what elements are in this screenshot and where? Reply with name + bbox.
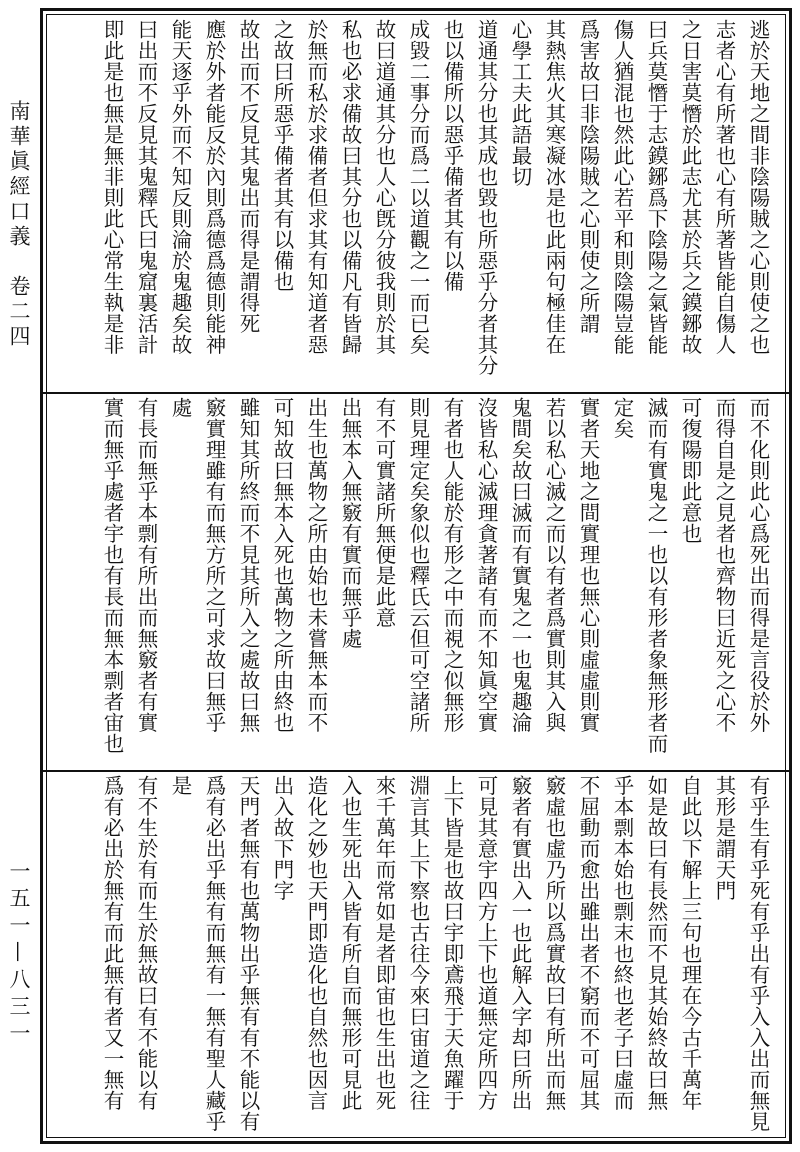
- text-column: 逃於天地之間非陰陽賊之心則使之也: [746, 19, 770, 355]
- text-column: 滅而有實鬼之一也以有形者象無形者而: [644, 397, 668, 754]
- text-column: 出生也萬物之所由始也未嘗無本而不: [304, 397, 328, 733]
- text-column: 曰出而不反見其鬼釋氏曰鬼窟裏活計: [134, 19, 158, 355]
- register-bottom: [49, 775, 783, 1135]
- register-divider: [43, 770, 789, 772]
- text-columns: [49, 775, 783, 1135]
- text-column: 實者天地之間實理也無心則虛虛則實: [576, 397, 600, 733]
- text-column: 出無本入無竅有實而無乎處: [338, 397, 362, 649]
- text-column: 沒皆私心滅理貪著諸有而不知眞空實: [474, 397, 498, 733]
- text-column: 處: [168, 397, 192, 418]
- text-column: 竅實理雖有而無方所之可求故曰無乎: [202, 397, 226, 733]
- text-column: 竅者有實出入一也此解入字却曰所出: [508, 775, 532, 1111]
- text-column: 心學工夫此語最切: [508, 19, 532, 187]
- text-column: 可見其意宇四方上下也道無定所四方: [474, 775, 498, 1111]
- text-column: 上下皆是也故曰宇即鳶飛于天魚躍于: [440, 775, 464, 1111]
- text-column: 其熱焦火其寒凝冰是也此兩句極佳在: [542, 19, 566, 355]
- text-column: 傷人猶混也然此心若平和則陰陽豈能: [610, 19, 634, 355]
- register-middle: [49, 397, 783, 769]
- register-divider: [43, 392, 789, 394]
- text-column: 鬼間矣故曰滅而有實鬼之一也鬼趣淪: [508, 397, 532, 733]
- text-column: 之故曰所惡乎備者其有以備也: [270, 19, 294, 292]
- text-column: 而得自是之見者也齊物曰近死之心不: [712, 397, 736, 733]
- text-column: 有乎生有乎死有乎出有乎入入出而無見: [746, 775, 770, 1132]
- book-title-margin: 南華眞經口義 卷二四: [7, 100, 31, 350]
- text-column: 即此是也無是無非則此心常生執是非: [100, 19, 124, 355]
- text-column: 道通其分也其成也毀也所惡乎分者其分: [474, 19, 498, 376]
- text-column: 爲害故曰非陰陽賊之心則使之所謂: [576, 19, 600, 334]
- text-column: 私也必求備故曰其分也以備凡有皆歸: [338, 19, 362, 355]
- text-column: 竅虛也虛乃所以爲實故曰有所出而無: [542, 775, 566, 1111]
- text-column: 故曰道通其分也人心旣分彼我則於其: [372, 19, 396, 355]
- text-column: 於無而私於求備者但求其有知道者惡: [304, 19, 328, 355]
- text-column: 入也生死出入皆有所自而無形可見此: [338, 775, 362, 1111]
- page-number-margin: 一五一—八三一: [7, 860, 31, 1049]
- text-column: 有者也人能於有形之中而視之似無形: [440, 397, 464, 733]
- text-column: 淵言其上下察也古往今來曰宙道之往: [406, 775, 430, 1111]
- text-column: 而不化則此心爲死出而得是言役於外: [746, 397, 770, 733]
- text-column: 能天逐乎外而不知反則淪於鬼趣矣故: [168, 19, 192, 355]
- text-column: 有不可實諸所無便是此意: [372, 397, 396, 628]
- text-column: 成毀二事分而爲二以道觀之一而已矣: [406, 19, 430, 355]
- text-column: 自此以下解上三句也理在今古千萬年: [678, 775, 702, 1111]
- text-column: 若以私心滅之而以有者爲實則其入與: [542, 397, 566, 733]
- text-column: 有長而無乎本剽有所出而無竅者有實: [134, 397, 158, 733]
- text-column: 爲有必出於無有而此無有者又一無有: [100, 775, 124, 1111]
- text-column: 出入故下門字: [270, 775, 294, 901]
- text-column: 天門者無有也萬物出乎無有有不能以有: [236, 775, 260, 1132]
- text-column: 乎本剽本始也剽末也終也老子曰虛而: [610, 775, 634, 1111]
- text-column: 之日害莫憯於此志尤甚於兵之鏌鋣故: [678, 19, 702, 355]
- text-column: 來千萬年而常如是者即宙也生出也死: [372, 775, 396, 1111]
- text-column: 曰兵莫憯于志鏌鋣爲下陰陽之氣皆能: [644, 19, 668, 355]
- text-column: 可復陽即此意也: [678, 397, 702, 544]
- text-column: 不屈動而愈出雖出者不窮而不可屈其: [576, 775, 600, 1111]
- text-column: 可知故曰無本入死也萬物之所由終也: [270, 397, 294, 733]
- text-column: 其形是謂天門: [712, 775, 736, 901]
- text-column: 如是故曰有長然而不見其始終故曰無: [644, 775, 668, 1111]
- text-column: 也以備所以惡乎備者其有以備: [440, 19, 464, 292]
- text-column: 志者心有所著也心有所著皆能自傷人: [712, 19, 736, 355]
- text-columns: [49, 397, 783, 769]
- text-column: 有不生於有而生於無故曰有不能以有: [134, 775, 158, 1111]
- register-top: [49, 19, 783, 391]
- text-column: 則見理定矣象似也釋氏云但可空諸所: [406, 397, 430, 733]
- text-column: 實而無乎處者宇也有長而無本剽者宙也: [100, 397, 124, 754]
- page-frame: [40, 8, 792, 1144]
- text-column: 故出而不反見其鬼出而得是謂得死: [236, 19, 260, 334]
- text-column: 造化之妙也天門即造化也自然也因言: [304, 775, 328, 1111]
- text-column: 應於外者能反於內則爲德爲德則能神: [202, 19, 226, 355]
- text-column: 是: [168, 775, 192, 796]
- text-column: 定矣: [610, 397, 634, 439]
- text-column: 爲有必出乎無有而無有一無有聖人藏乎: [202, 775, 226, 1132]
- text-column: 雖知其所終而不見其所入之處故曰無: [236, 397, 260, 733]
- text-columns: [49, 19, 783, 391]
